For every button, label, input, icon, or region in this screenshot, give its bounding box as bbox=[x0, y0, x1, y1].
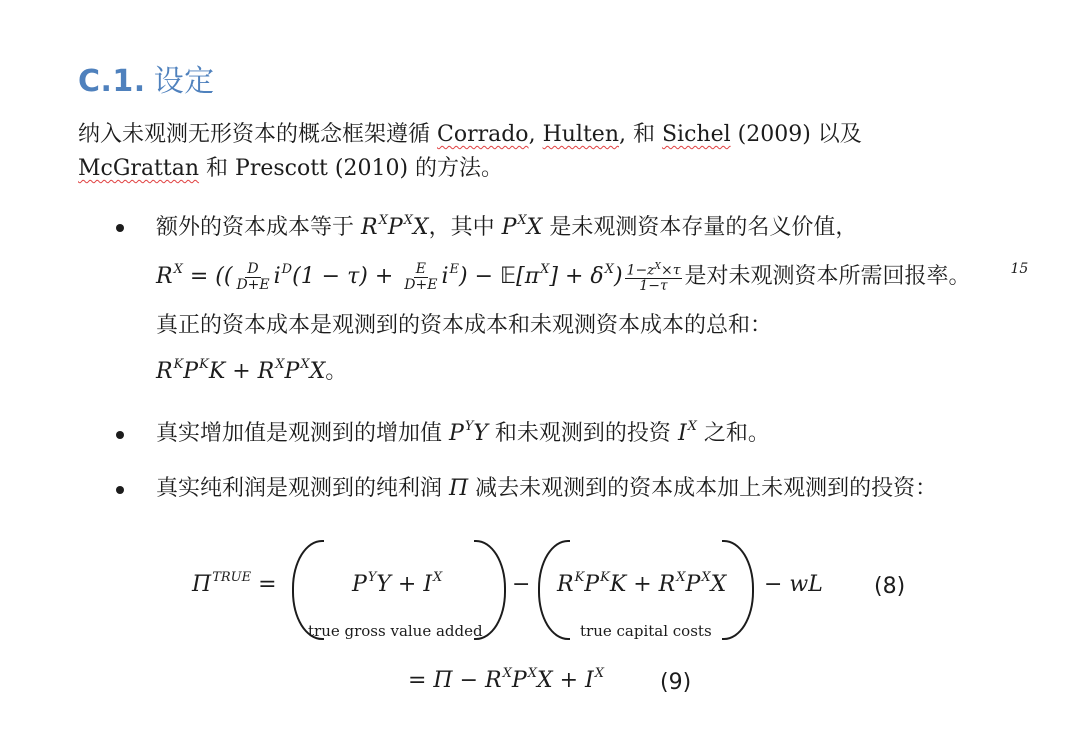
list-item bbox=[110, 473, 1040, 505]
eq9-body: = $\Pi - R^XP^XX + I^X$ bbox=[408, 666, 604, 693]
right-paren-shape bbox=[722, 540, 754, 640]
bullet-icon bbox=[116, 431, 124, 439]
brace-label-gross-value: true gross value added bbox=[308, 622, 483, 640]
math-pyy: $P^YY$ bbox=[449, 419, 488, 446]
bullet-text: 减去未观测到的资本成本加上未观测到的投资： bbox=[468, 476, 938, 501]
intro-text: 和 Prescott (2010) 的方法。 bbox=[199, 156, 504, 181]
author-hulten: Hulten bbox=[542, 122, 619, 147]
math-ix: $I^X$ bbox=[677, 419, 697, 446]
author-mcgrattan: McGrattan bbox=[78, 156, 200, 181]
bullet-text: 和未观测到的投资 bbox=[487, 421, 678, 446]
bullet-text: 额外的资本成本等于 bbox=[156, 215, 361, 240]
eq8-capital-costs: $R^KP^KK + R^XP^XX$ bbox=[557, 570, 727, 597]
bullet-text: 之和。 bbox=[696, 421, 770, 446]
bullet-list bbox=[110, 205, 1040, 525]
math-rxpxx: $R^XP^XX$ bbox=[361, 213, 429, 240]
equation-number-9: (9) bbox=[660, 670, 692, 695]
list-item bbox=[110, 205, 1040, 398]
author-sichel: Sichel bbox=[661, 122, 731, 147]
eq8-lhs bbox=[192, 572, 277, 597]
math-pxx: $P^XX$ bbox=[501, 213, 543, 240]
footnote-ref[interactable]: 15 bbox=[1010, 261, 1029, 277]
brace-label-capital-costs: true capital costs bbox=[580, 622, 712, 640]
bullet-text: ，其中 bbox=[428, 215, 502, 240]
eq8-minus: − bbox=[512, 572, 531, 597]
bullet-text: 真正的资本成本是观测到的资本成本和未观测资本成本的总和： bbox=[156, 313, 773, 338]
section-number: C.1. bbox=[78, 64, 146, 99]
intro-text: , bbox=[528, 122, 543, 147]
author-corrado: Corrado bbox=[437, 122, 529, 147]
math-text: = Π − R bbox=[408, 668, 502, 693]
intro-text: , 和 bbox=[618, 122, 662, 147]
equation-number-8: (8) bbox=[874, 574, 906, 599]
bullet-text: 真实纯利润是观测到的纯利润 bbox=[156, 476, 449, 501]
list-item bbox=[110, 418, 1040, 453]
eq8-tail: − wL bbox=[764, 572, 823, 597]
bullet-text: 真实增加值是观测到的增加值 bbox=[156, 421, 449, 446]
bullet-text: 。 bbox=[325, 359, 348, 384]
bullet-icon bbox=[116, 486, 124, 494]
math-operator: = bbox=[258, 572, 277, 597]
math-pi: Π bbox=[449, 476, 469, 501]
math-superscript: TRUE bbox=[212, 570, 252, 585]
bullet-text: 是未观测资本存量的名义价值， bbox=[542, 215, 858, 240]
bullet-text: 是对未观测资本所需回报率。 bbox=[684, 264, 971, 289]
bullet-icon bbox=[116, 224, 124, 232]
equation-block bbox=[0, 530, 1084, 720]
section-title: 设定 bbox=[153, 64, 215, 99]
section-heading bbox=[78, 56, 215, 100]
math-total-capital-cost: $R^KP^KK + R^XP^XX$ bbox=[156, 357, 326, 384]
eq8-gross-value: $P^YY + I^X$ bbox=[352, 570, 443, 597]
intro-text: 纳入未观测无形资本的概念框架遵循 bbox=[78, 122, 437, 147]
intro-paragraph bbox=[78, 118, 1018, 186]
math-rx-formula: $R^X$ = (( $\frac{D}{D+E}$ $i^D(1 - \tau)$ + $\frac{E}{D+E}$ $i^E$) − $𝔼[\pi^X] + \delta^X$) $\frac{1-z^X\times\tau}{1-\tau}$ bbox=[156, 260, 681, 295]
math-symbol: Π bbox=[192, 572, 212, 597]
intro-text: (2009) 以及 bbox=[730, 122, 862, 147]
